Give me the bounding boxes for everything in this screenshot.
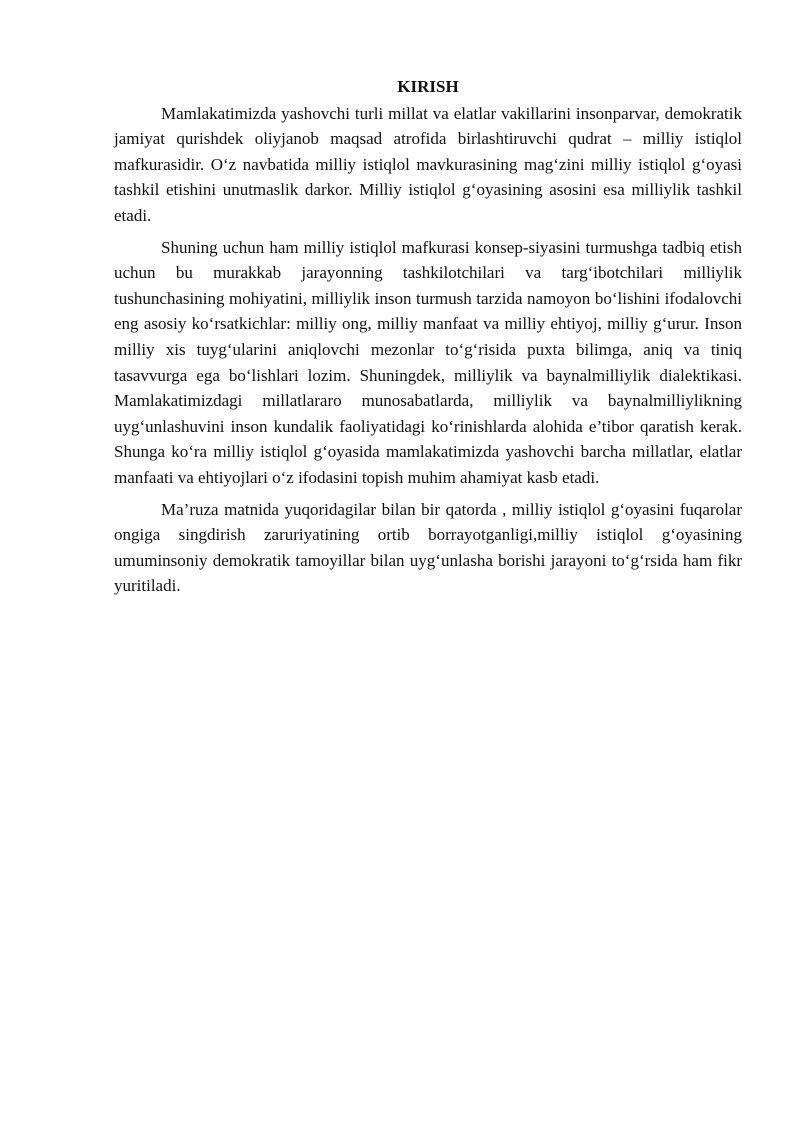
- paragraph-3: Ma’ruza matnida yuqoridagilar bilan bir qatorda , milliy istiqlol g‘oyasini fuqarolar ongiga singdirish zaruriyatining ortib borrayotganligi,milliy istiqlol g‘oyasining umuminsoniy demokratik tamoyillar bilan uyg‘unlasha borishi jarayoni to‘g‘rsida ham fikr yuritiladi.: [114, 499, 742, 596]
- page-title: KIRISH: [397, 77, 459, 96]
- document-page: [114, 74, 742, 605]
- paragraph-2: Shuning uchun ham milliy istiqlol mafkurasi konsep-siyasini turmushga tadbiq etish uchun bu murakkab jarayonning tashkilotchilari va targ‘ibotchilari milliylik tushunchasining mohiyatini, milliylik inson turmush tarzida namoyon bo‘lishini ifodalovchi eng asosiy ko‘rsatkichlar: milliy ong, milliy manfaat va milliy ehtiyoj, milliy g‘urur. Inson milliy xis tuyg‘ularini aniqlovchi mezonlar to‘g‘risida puxta bilimga, aniq va tiniq tasavvurga ega bo‘lishlari lozim. Shuningdek, milliylik va baynalmilliylik dialektikasi. Mamlakatimizdagi millatlararo munosabatlarda, milliylik va baynalmilliylikning uyg‘unlashuvini inson kundalik faoliyatidagi ko‘rinishlarda alohida e’tibor qaratish kerak. Shunga ko‘ra milliy istiqlol g‘oyasida mamlakatimizda yashovchi barcha millatlar, elatlar manfaati va ehtiyojlari o‘z ifodasini topish muhim ahamiyat kasb etadi.: [114, 237, 742, 487]
- paragraph-1: Mamlakatimizda yashovchi turli millat va elatlar vakillarini insonparvar, demokratik jamiyat qurishdek oliyjanob maqsad atrofida birlashtiruvchi qudrat – milliy istiqlol mafkurasidir. O‘z navbatida milliy istiqlol mavkurasining mag‘zini milliy istiqlol g‘oyasi tashkil etishini unutmaslik darkor. Milliy istiqlol g‘oyasining asosini esa milliylik tashkil etadi.: [114, 103, 742, 225]
